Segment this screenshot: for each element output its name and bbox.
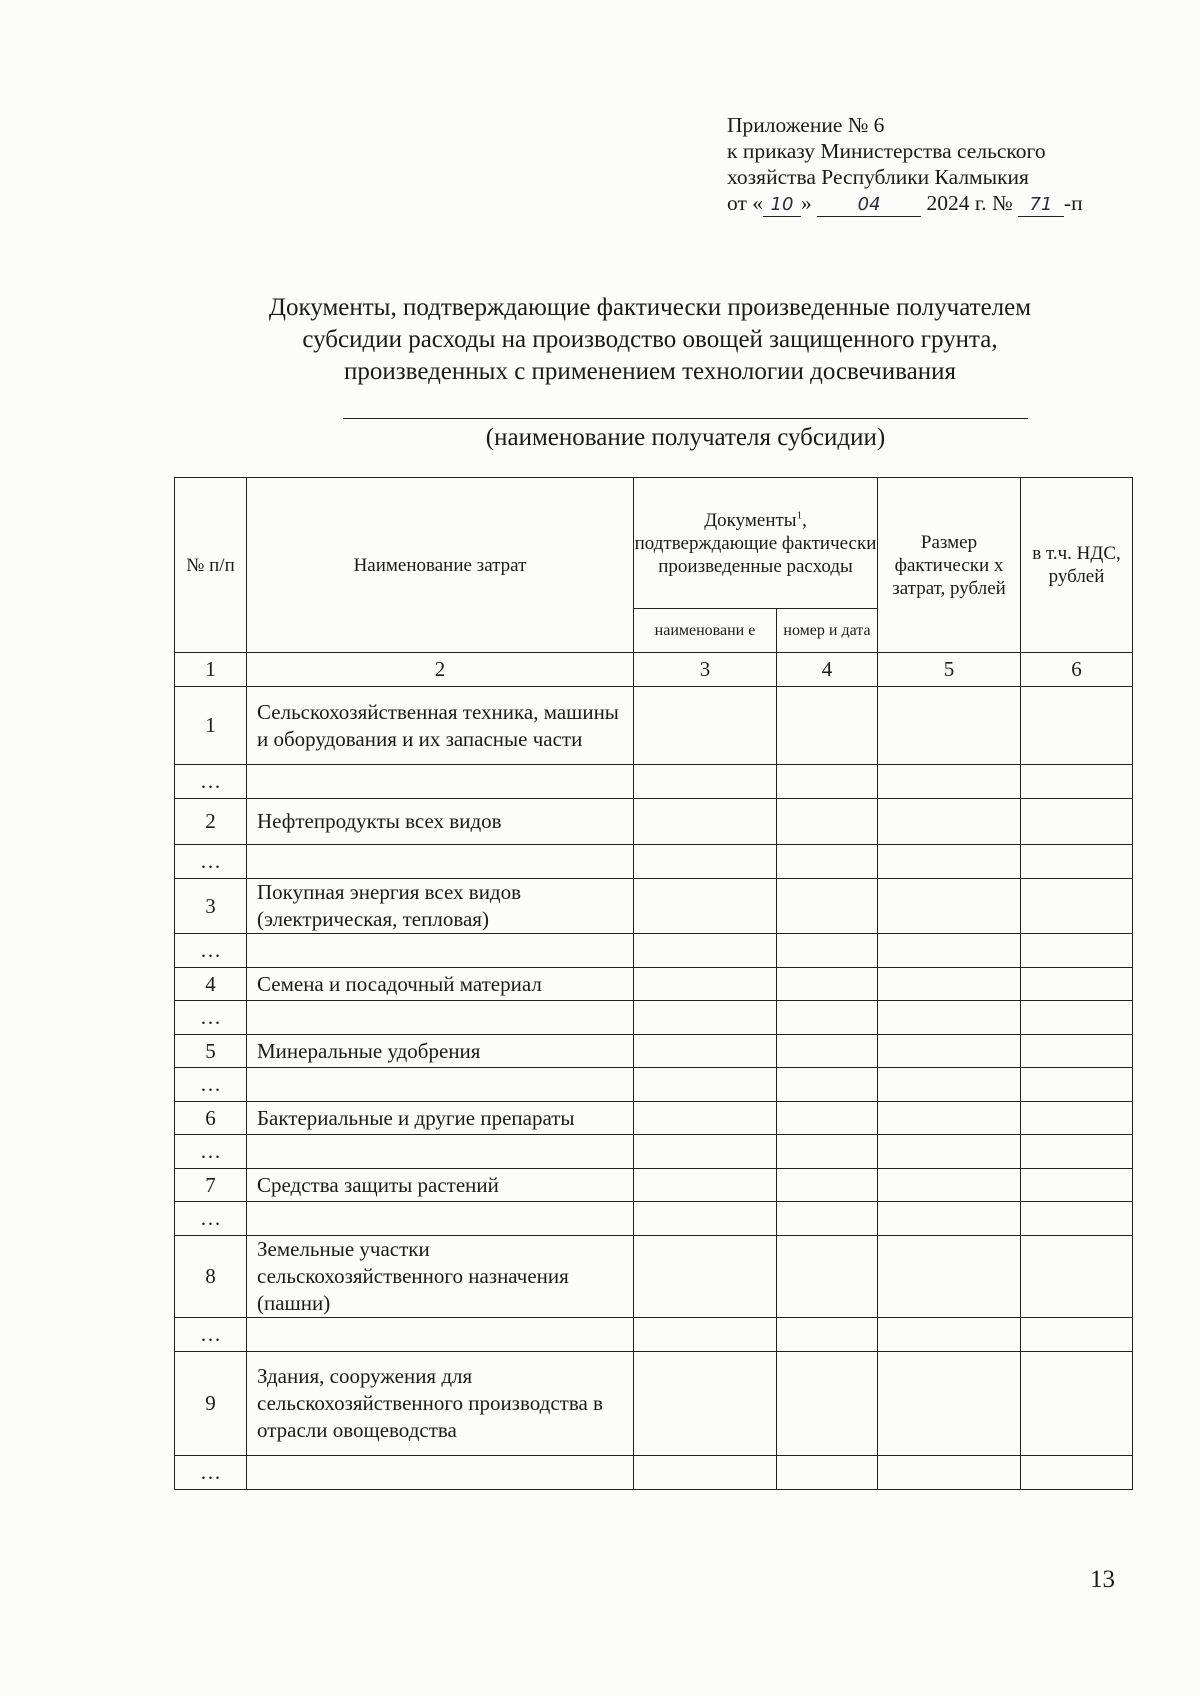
date-prefix: от « <box>727 191 763 215</box>
empty-cell <box>777 1068 878 1102</box>
order-suffix: -п <box>1063 191 1083 215</box>
ellipsis-cell: … <box>175 1135 247 1169</box>
empty-cell <box>777 845 878 879</box>
empty-cell <box>777 934 878 968</box>
row-number: 5 <box>175 1035 247 1068</box>
empty-cell <box>247 1456 634 1490</box>
empty-cell <box>634 1135 777 1169</box>
empty-cell <box>247 1202 634 1236</box>
table-row <box>175 1035 1133 1068</box>
date-day: 10 <box>763 194 801 217</box>
ellipsis-row <box>175 1318 1133 1352</box>
ellipsis-cell: … <box>175 1001 247 1035</box>
expense-name: Минеральные удобрения <box>247 1035 634 1068</box>
appendix-line-2: к приказу Министерства сельского <box>727 139 1046 163</box>
column-number: 4 <box>777 653 878 687</box>
empty-cell <box>878 1001 1021 1035</box>
empty-cell <box>1021 1202 1133 1236</box>
empty-cell <box>878 1318 1021 1352</box>
page-number: 13 <box>1090 1566 1115 1593</box>
empty-cell <box>634 1236 777 1318</box>
row-number: 3 <box>175 879 247 934</box>
empty-cell <box>878 845 1021 879</box>
empty-cell <box>1021 968 1133 1001</box>
appendix-line-1: Приложение № 6 <box>727 113 885 137</box>
table-row <box>175 1352 1133 1456</box>
empty-cell <box>878 765 1021 799</box>
document-title <box>150 292 1150 388</box>
empty-cell <box>878 687 1021 765</box>
row-number: 4 <box>175 968 247 1001</box>
ellipsis-cell: … <box>175 765 247 799</box>
header-docs-number: номер и дата <box>777 609 878 653</box>
empty-cell <box>634 845 777 879</box>
ellipsis-row <box>175 934 1133 968</box>
row-number: 6 <box>175 1102 247 1135</box>
empty-cell <box>1021 879 1133 934</box>
header-docs-name: наименовани е <box>634 609 777 653</box>
empty-cell <box>878 1236 1021 1318</box>
title-line-3: произведенных с применением технологии досвечивания <box>344 358 956 385</box>
expense-name: Семена и посадочный материал <box>247 968 634 1001</box>
empty-cell <box>1021 1456 1133 1490</box>
empty-cell <box>777 1202 878 1236</box>
empty-cell <box>878 1456 1021 1490</box>
empty-cell <box>1021 1318 1133 1352</box>
table-row <box>175 1236 1133 1318</box>
row-number: 7 <box>175 1169 247 1202</box>
empty-cell <box>1021 1169 1133 1202</box>
title-line-1: Документы, подтверждающие фактически произведенные получателем <box>268 294 1032 321</box>
empty-cell <box>247 1001 634 1035</box>
empty-cell <box>777 968 878 1001</box>
table-row <box>175 687 1133 765</box>
empty-cell <box>634 1352 777 1456</box>
empty-cell <box>634 1035 777 1068</box>
ellipsis-row <box>175 765 1133 799</box>
empty-cell <box>634 799 777 845</box>
empty-cell <box>634 1102 777 1135</box>
empty-cell <box>777 1169 878 1202</box>
empty-cell <box>634 879 777 934</box>
empty-cell <box>247 765 634 799</box>
empty-cell <box>878 1202 1021 1236</box>
empty-cell <box>1021 934 1133 968</box>
empty-cell <box>1021 845 1133 879</box>
column-number: 6 <box>1021 653 1133 687</box>
row-number: 8 <box>175 1236 247 1318</box>
row-number: 2 <box>175 799 247 845</box>
appendix-line-3: хозяйства Республики Калмыкия <box>727 165 1029 189</box>
empty-cell <box>777 1456 878 1490</box>
row-number: 9 <box>175 1352 247 1456</box>
header-num: № п/п <box>175 478 247 653</box>
empty-cell <box>878 1102 1021 1135</box>
empty-cell <box>1021 765 1133 799</box>
empty-cell <box>878 1352 1021 1456</box>
empty-cell <box>777 765 878 799</box>
table-row <box>175 1102 1133 1135</box>
empty-cell <box>1021 1102 1133 1135</box>
empty-cell <box>1021 1001 1133 1035</box>
ellipsis-row <box>175 845 1133 879</box>
empty-cell <box>634 1001 777 1035</box>
empty-cell <box>777 879 878 934</box>
empty-cell <box>634 765 777 799</box>
empty-cell <box>1021 1236 1133 1318</box>
title-line-2: субсидии расходы на производство овощей защищенного грунта, <box>302 326 998 353</box>
table-row <box>175 799 1133 845</box>
expense-name: Покупная энергия всех видов (электрическая, тепловая) <box>247 879 634 934</box>
empty-cell <box>1021 1068 1133 1102</box>
empty-cell <box>634 1068 777 1102</box>
empty-cell <box>777 1135 878 1169</box>
column-number: 3 <box>634 653 777 687</box>
header-docs <box>634 478 878 609</box>
ellipsis-row <box>175 1068 1133 1102</box>
expense-name: Земельные участки сельскохозяйственного назначения (пашни) <box>247 1236 634 1318</box>
empty-cell <box>878 1169 1021 1202</box>
expenses-table <box>174 477 1133 1490</box>
empty-cell <box>1021 687 1133 765</box>
empty-cell <box>247 1068 634 1102</box>
ellipsis-cell: … <box>175 1068 247 1102</box>
empty-cell <box>634 687 777 765</box>
header-vat: в т.ч. НДС, рублей <box>1021 478 1133 653</box>
empty-cell <box>634 968 777 1001</box>
ellipsis-cell: … <box>175 1456 247 1490</box>
empty-cell <box>247 1135 634 1169</box>
table-row <box>175 879 1133 934</box>
header-amount: Размер фактически х затрат, рублей <box>878 478 1021 653</box>
ellipsis-cell: … <box>175 845 247 879</box>
empty-cell <box>247 1318 634 1352</box>
empty-cell <box>777 1352 878 1456</box>
header-docs-footnote: 1 <box>796 509 803 522</box>
empty-cell <box>634 1169 777 1202</box>
empty-cell <box>1021 1352 1133 1456</box>
table-row <box>175 968 1133 1001</box>
empty-cell <box>634 1456 777 1490</box>
empty-cell <box>777 799 878 845</box>
empty-cell <box>777 1001 878 1035</box>
empty-cell <box>777 687 878 765</box>
ellipsis-cell: … <box>175 1202 247 1236</box>
empty-cell <box>1021 1035 1133 1068</box>
date-sep: » <box>801 191 812 215</box>
header-docs-rest: , подтверждающие фактически произведенные расходы <box>634 509 877 577</box>
order-number: 71 <box>1018 194 1064 217</box>
empty-cell <box>878 968 1021 1001</box>
empty-cell <box>634 1318 777 1352</box>
ellipsis-cell: … <box>175 1318 247 1352</box>
expense-name: Сельскохозяйственная техника, машины и оборудования и их запасные части <box>247 687 634 765</box>
appendix-date-line <box>727 190 1083 217</box>
empty-cell <box>878 1035 1021 1068</box>
expense-name: Средства защиты растений <box>247 1169 634 1202</box>
date-month: 04 <box>817 194 921 217</box>
expense-name: Здания, сооружения для сельскохозяйственного производства в отрасли овощеводства <box>247 1352 634 1456</box>
header-name: Наименование затрат <box>247 478 634 653</box>
ellipsis-row <box>175 1135 1133 1169</box>
empty-cell <box>634 1202 777 1236</box>
date-year: 2024 г. № <box>926 191 1013 215</box>
empty-cell <box>878 934 1021 968</box>
table-row <box>175 1169 1133 1202</box>
header-docs-label: Документы <box>704 509 797 531</box>
recipient-name-line <box>343 418 1028 419</box>
empty-cell <box>247 845 634 879</box>
ellipsis-row <box>175 1202 1133 1236</box>
ellipsis-row <box>175 1456 1133 1490</box>
empty-cell <box>634 934 777 968</box>
column-number: 1 <box>175 653 247 687</box>
column-number: 2 <box>247 653 634 687</box>
empty-cell <box>1021 1135 1133 1169</box>
empty-cell <box>878 799 1021 845</box>
empty-cell <box>878 1135 1021 1169</box>
empty-cell <box>1021 799 1133 845</box>
empty-cell <box>777 1102 878 1135</box>
empty-cell <box>878 1068 1021 1102</box>
expense-name: Нефтепродукты всех видов <box>247 799 634 845</box>
ellipsis-row <box>175 1001 1133 1035</box>
recipient-caption: (наименование получателя субсидии) <box>485 424 886 451</box>
empty-cell <box>777 1035 878 1068</box>
empty-cell <box>777 1236 878 1318</box>
column-number: 5 <box>878 653 1021 687</box>
empty-cell <box>878 879 1021 934</box>
ellipsis-cell: … <box>175 934 247 968</box>
row-number: 1 <box>175 687 247 765</box>
column-number-row <box>175 653 1133 687</box>
empty-cell <box>777 1318 878 1352</box>
appendix-block <box>727 112 1083 217</box>
empty-cell <box>247 934 634 968</box>
expense-name: Бактериальные и другие препараты <box>247 1102 634 1135</box>
